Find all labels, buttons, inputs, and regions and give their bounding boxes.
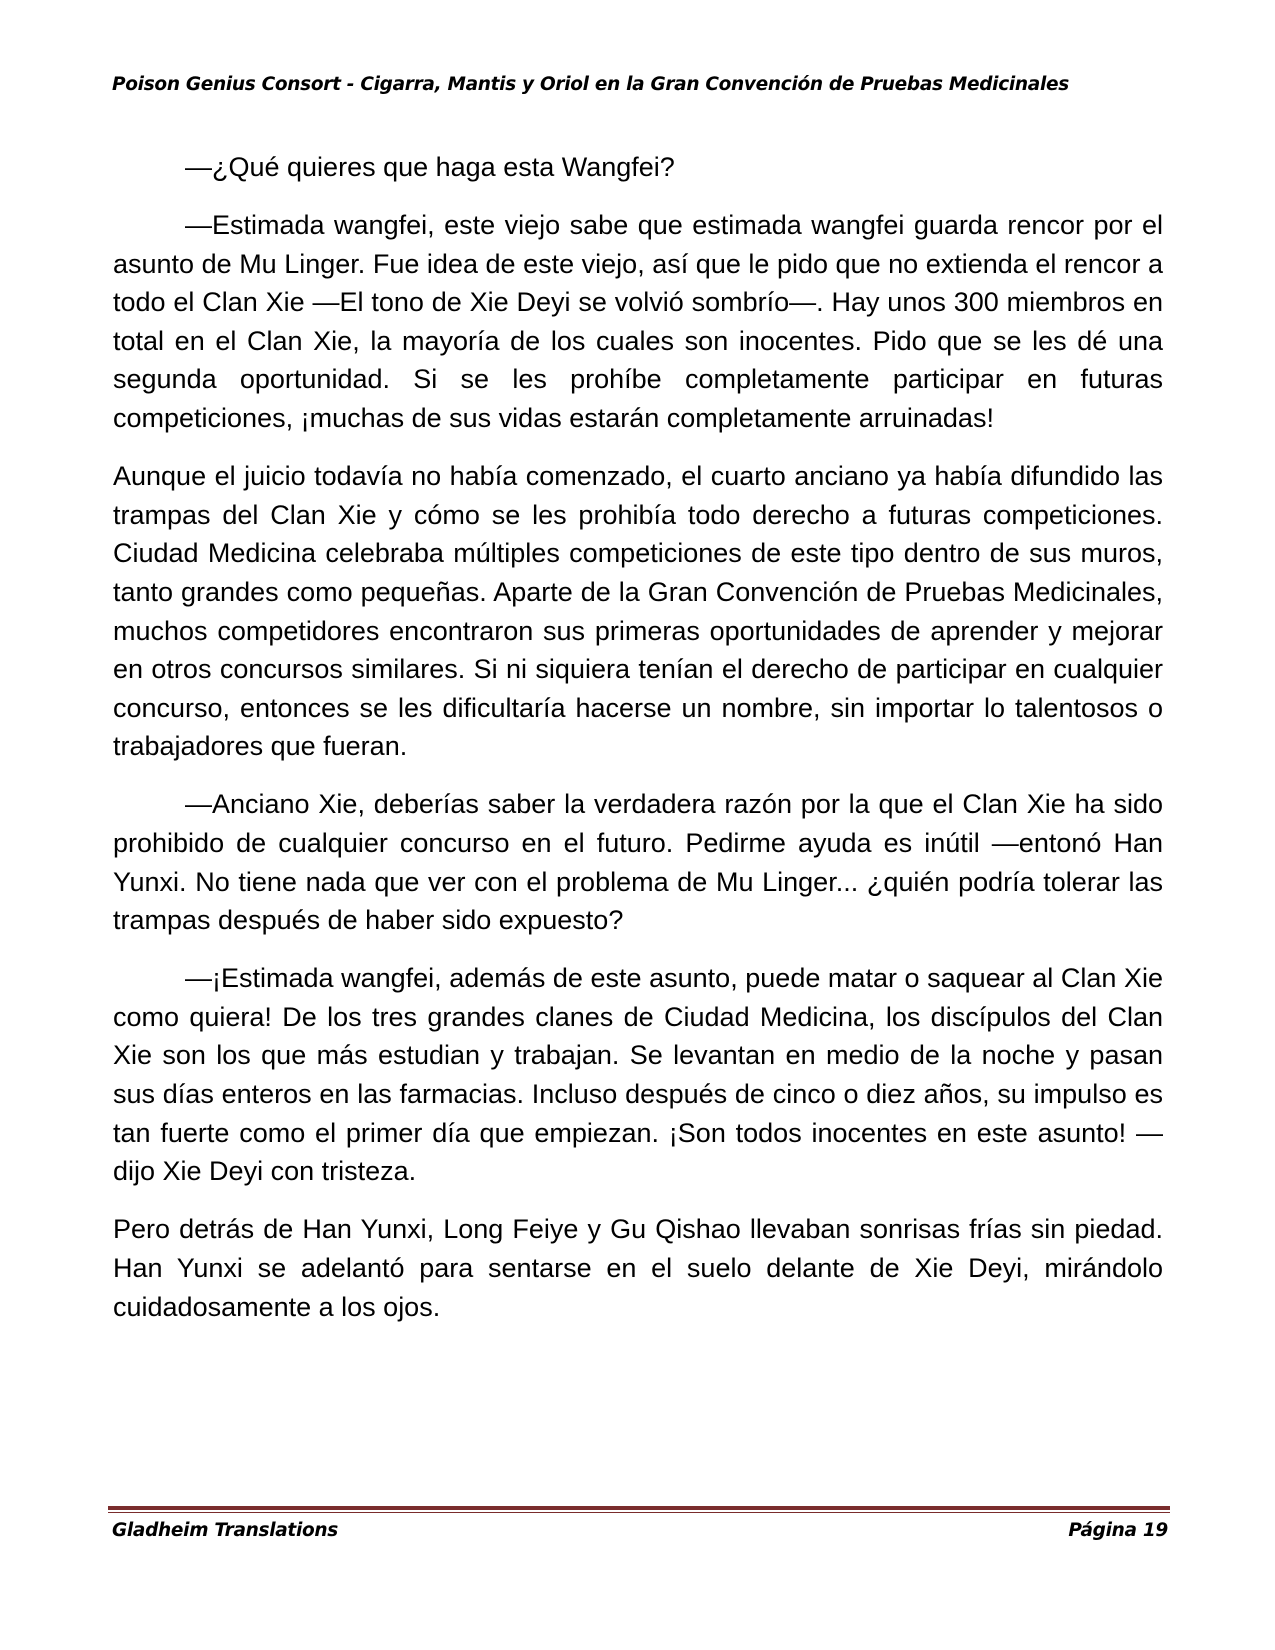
paragraph-4: —Anciano Xie, deberías saber la verdadera razón por la que el Clan Xie ha sido prohibido de cualquier concurso en el futuro. Pedirme ayuda es inútil —entonó Han Yunxi. No tiene nada que ver con el problema de Mu Linger... ¿quién podría tolerar las trampas después de haber sido expuesto? [113,789,1163,936]
page-header-title: Poison Genius Consort - Cigarra, Mantis y Oriol en la Gran Convención de Pruebas Medicinales [112,74,1069,95]
paragraph-6: Pero detrás de Han Yunxi, Long Feiye y Gu Qishao llevaban sonrisas frías sin piedad. Han Yunxi se adelantó para sentarse en el suelo delante de Xie Deyi, mirándolo cuidadosamente a los ojos. [113,1214,1163,1322]
paragraph-2: —Estimada wangfei, este viejo sabe que estimada wangfei guarda rencor por el asunto de Mu Linger. Fue idea de este viejo, así que le pido que no extienda el rencor a todo el Clan Xie —El tono de Xie Deyi se volvió sombrío—. Hay unos 300 miembros en total en el Clan Xie, la mayoría de los cuales son inocentes. Pido que se les dé una segunda oportunidad. Si se les prohíbe completamente participar en futuras competiciones, ¡muchas de sus vidas estarán completamente arruinadas! [113,210,1163,434]
paragraph-1: —¿Qué quieres que haga esta Wangfei? [185,152,675,182]
footer-publisher: Gladheim Translations [112,1520,339,1541]
paragraph-3: Aunque el juicio todavía no había comenzado, el cuarto anciano ya había difundido las trampas del Clan Xie y cómo se les prohibía todo derecho a futuras competiciones. Ciudad Medicina celebraba múltiples competiciones de este tipo dentro de sus muros, tanto grandes como pequeñas. Aparte de la Gran Convención de Pruebas Medicinales, muchos competidores encontraron sus primeras oportunidades de aprender y mejorar en otros concursos similares. Si ni siquiera tenían el derecho de participar en cualquier concurso, entonces se les dificultaría hacerse un nombre, sin importar lo talentosos o trabajadores que fueran. [113,461,1163,762]
body-text [113,148,1163,1346]
paragraph-5: —¡Estimada wangfei, además de este asunto, puede matar o saquear al Clan Xie como quiera! De los tres grandes clanes de Ciudad Medicina, los discípulos del Clan Xie son los que más estudian y trabajan. Se levantan en medio de la noche y pasan sus días enteros en las farmacias. Incluso después de cinco o diez años, su impulso es tan fuerte como el primer día que empiezan. ¡Son todos inocentes en este asunto! —dijo Xie Deyi con tristeza. [113,963,1163,1187]
footer-divider-thick [108,1506,1170,1510]
footer-divider-thin [108,1512,1170,1513]
footer-page-number: Página 19 [1068,1520,1168,1541]
footer-divider [108,1506,1170,1514]
